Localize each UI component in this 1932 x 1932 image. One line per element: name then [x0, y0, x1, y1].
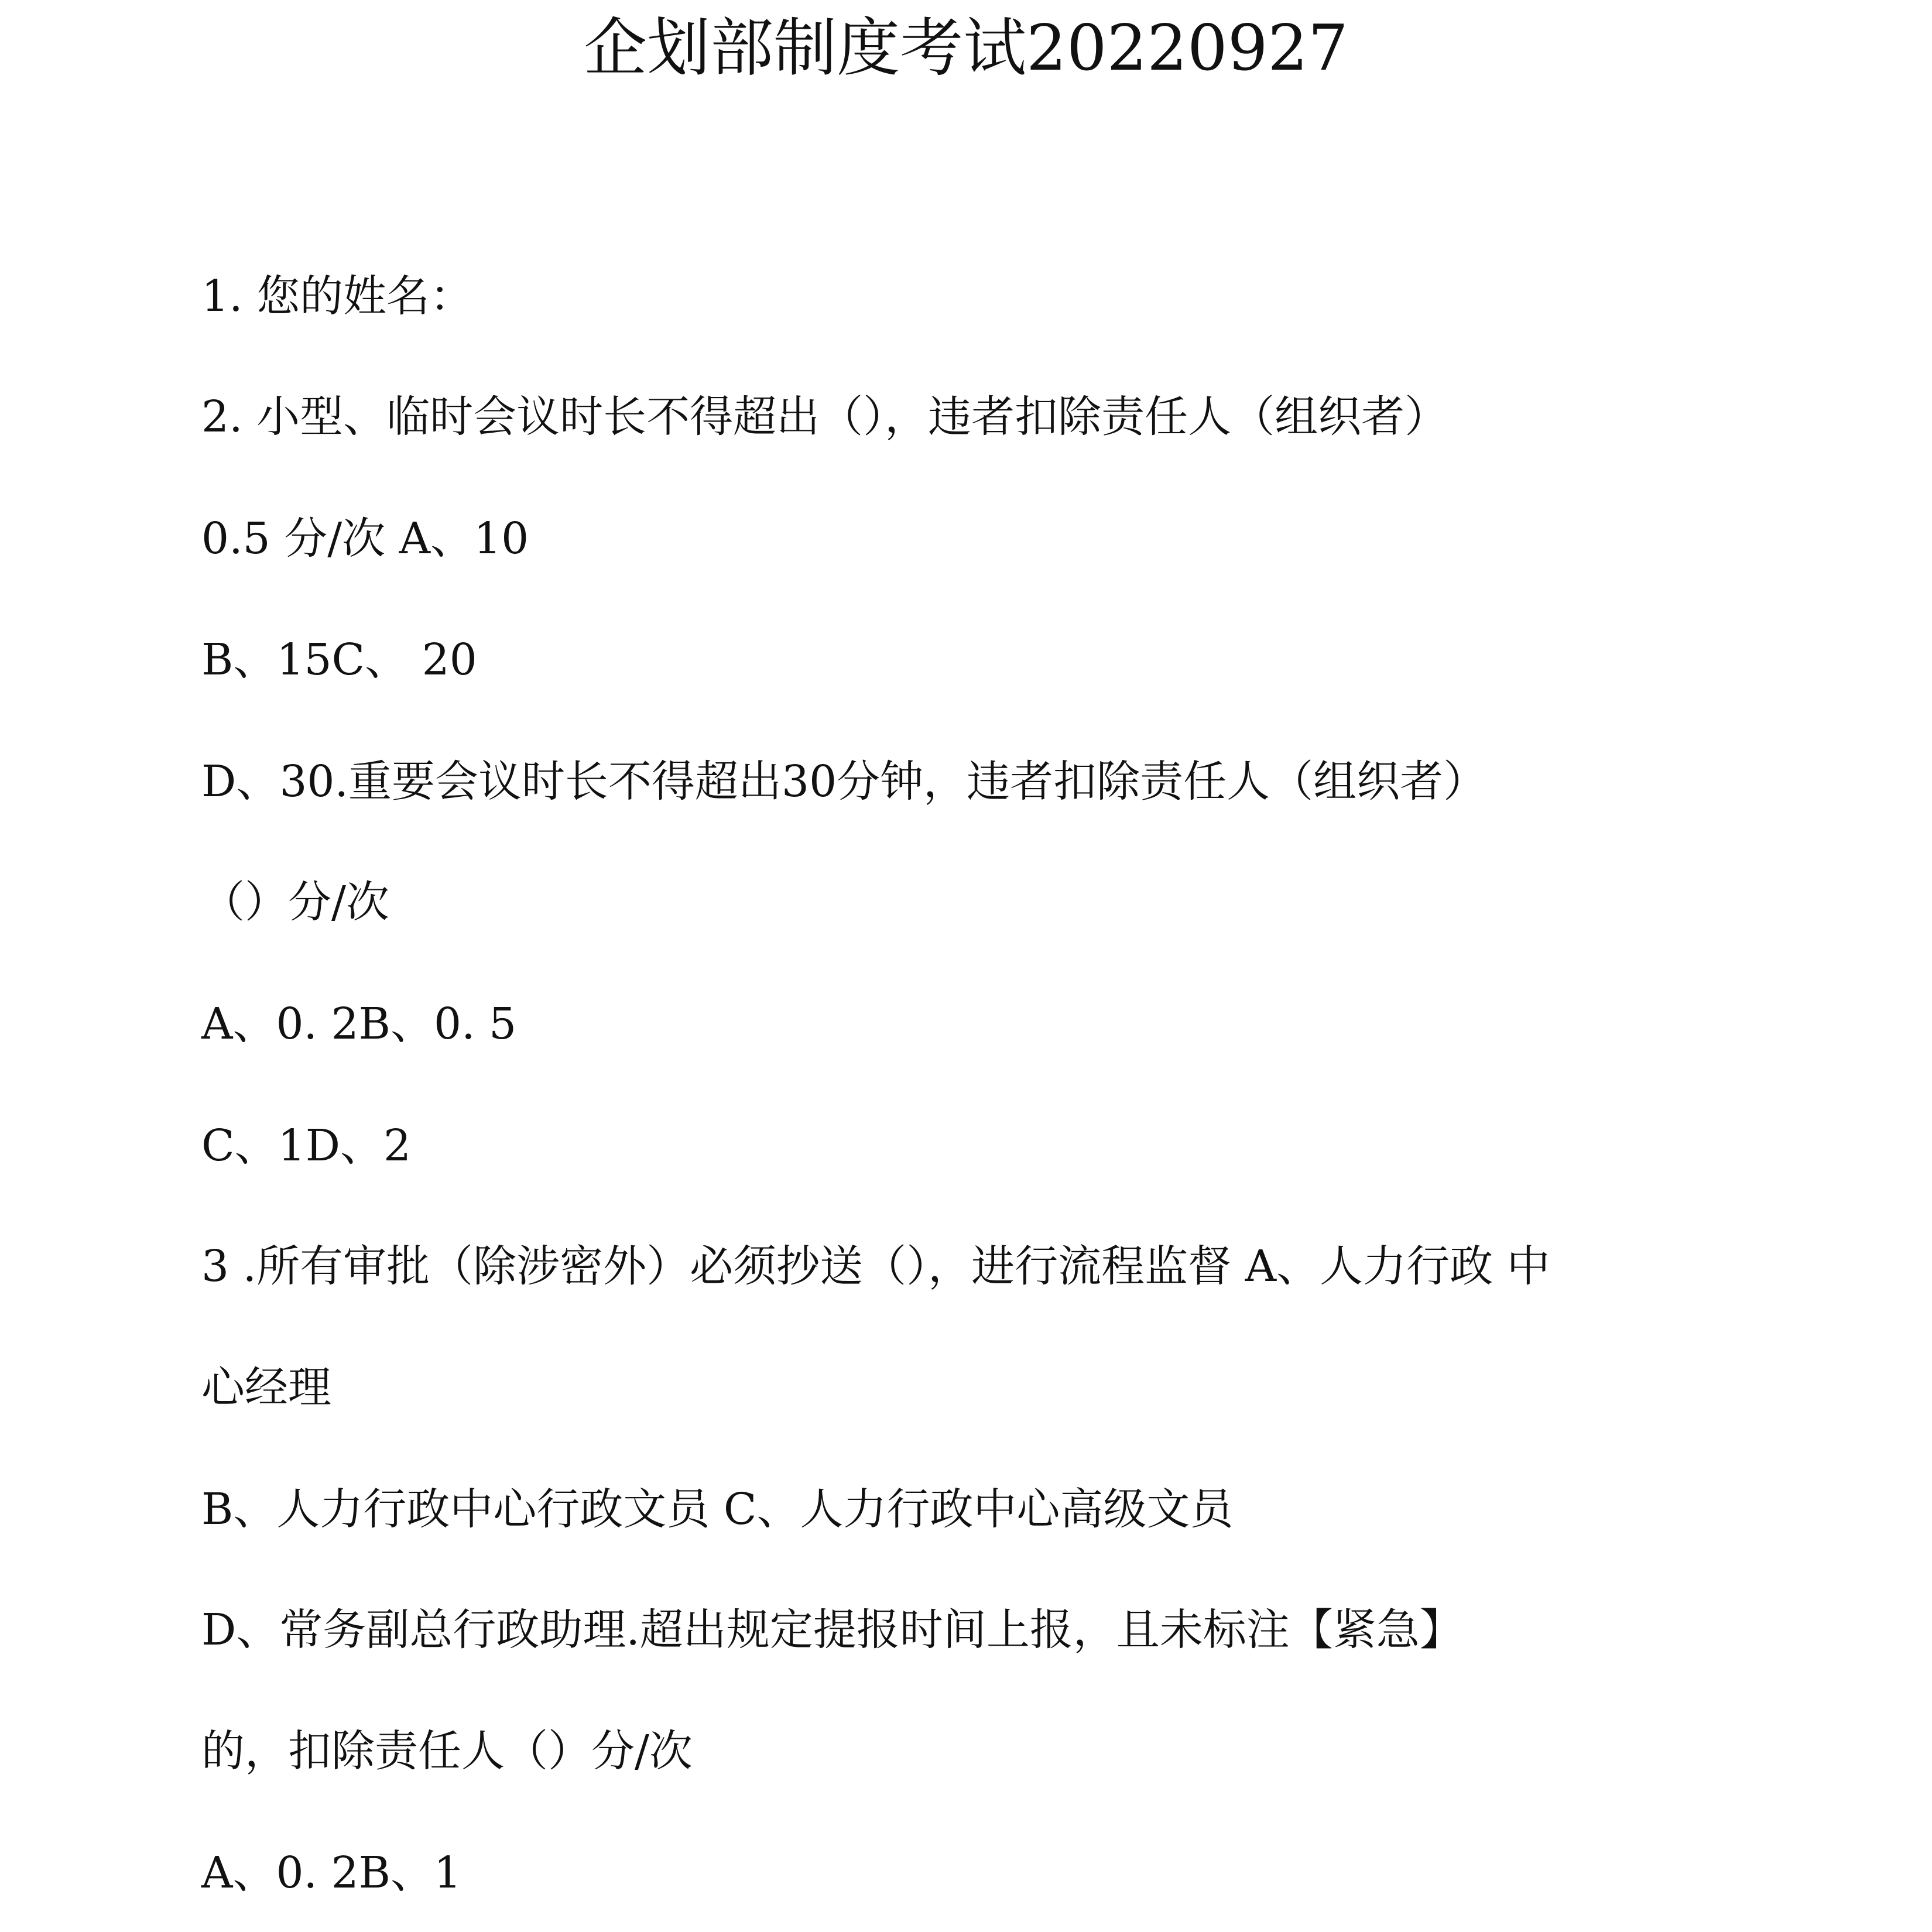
question-2-options-line-1: 0.5 分/次 A、10 — [201, 513, 529, 564]
question-3-options-b-c: B、人力行政中心行政文员 C、人力行政中心高级文员 — [201, 1484, 1234, 1534]
document-title: 企划部制度考试20220927 — [584, 12, 1348, 85]
next-question-continuation: 的，扣除责任人（）分/次 — [201, 1726, 693, 1776]
question-2-options-line-2: B、15C、 20 — [201, 635, 477, 685]
question-continuation: （）分/次 — [201, 877, 389, 927]
question-3-continuation: 心经理 — [201, 1362, 331, 1413]
question-2-option-d-and-next-question: D、30.重要会议时长不得超出30分钟，违者扣除责任人（组织者） — [201, 756, 1487, 807]
next-question-options-a-b: A、0. 2B、1 — [201, 1848, 462, 1898]
question-1-text: 1. 您的姓名： — [201, 271, 474, 321]
options-line-c-d: C、1D、2 — [201, 1121, 412, 1171]
question-3-text: 3 .所有审批（除涉密外）必须抄送（），进行流程监督 A、人力行政 中 — [201, 1241, 1550, 1292]
options-line-a-b: A、0. 2B、0. 5 — [201, 999, 517, 1049]
question-3-option-d-and-next-question: D、常务副总行政助理.超出规定提报时间上报，且未标注【紧急】 — [201, 1605, 1463, 1655]
question-2-text: 2. 小型、临时会议时长不得超出（），违者扣除责任人（组织者） — [201, 392, 1448, 442]
